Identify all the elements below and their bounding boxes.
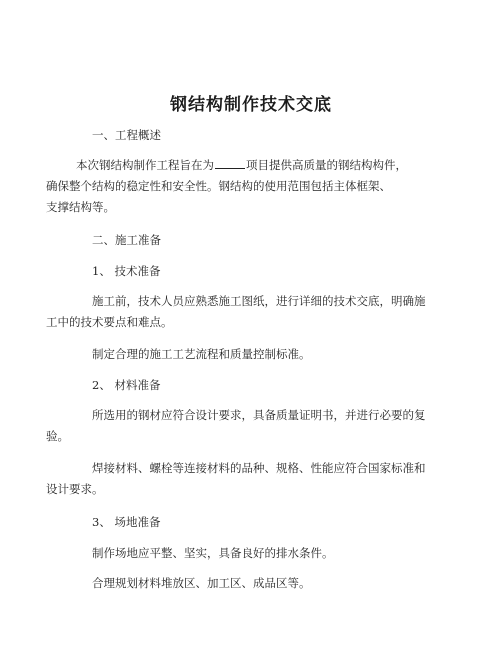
paragraph-line: 制定合理的施工工艺流程和质量控制标准。 bbox=[92, 347, 311, 361]
paragraph-line: 确保整个结构的稳定性和安全性。钢结构的使用范围包括主体框架、 bbox=[46, 179, 391, 193]
paragraph-line: 设计要求。 bbox=[46, 482, 104, 496]
subsection-heading-site: 3、 场地准备 bbox=[92, 515, 161, 529]
subsection-heading-materials: 2、 材料准备 bbox=[92, 378, 161, 392]
paragraph-text: 本次钢结构制作工程旨在为 bbox=[76, 158, 214, 172]
section-heading-overview: 一、工程概述 bbox=[92, 128, 161, 142]
subsection-heading-technical: 1、 技术准备 bbox=[92, 264, 161, 278]
paragraph-line: 制作场地应平整、坚实，具备良好的排水条件。 bbox=[92, 546, 334, 560]
paragraph-line: 验。 bbox=[46, 429, 69, 443]
paragraph-line bbox=[76, 157, 407, 173]
section-heading-preparation: 二、施工准备 bbox=[92, 233, 161, 247]
paragraph-text: 项目提供高质量的钢结构构件， bbox=[246, 158, 407, 172]
paragraph-line: 施工前，技术人员应熟悉施工图纸，进行详细的技术交底，明确施 bbox=[92, 294, 426, 308]
paragraph-line: 工中的技术要点和难点。 bbox=[46, 315, 173, 329]
paragraph-line: 合理规划材料堆放区、加工区、成品区等。 bbox=[92, 576, 311, 590]
document-title: 钢结构制作技术交底 bbox=[170, 95, 332, 115]
fill-in-blank bbox=[215, 157, 245, 169]
paragraph-line: 支撑结构等。 bbox=[46, 200, 115, 214]
paragraph-line: 所选用的钢材应符合设计要求，具备质量证明书，并进行必要的复 bbox=[92, 408, 426, 422]
paragraph-line: 焊接材料、螺栓等连接材料的品种、规格、性能应符合国家标准和 bbox=[92, 461, 426, 475]
